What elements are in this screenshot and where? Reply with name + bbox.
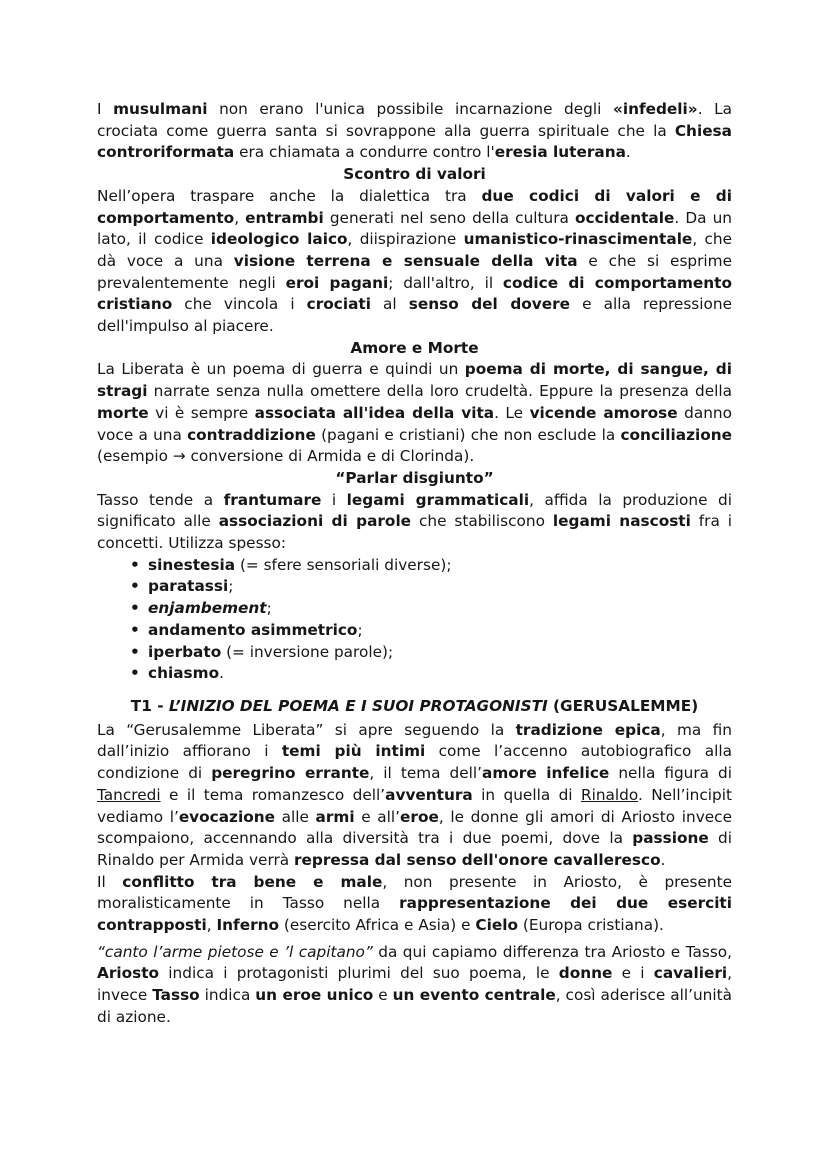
text-run: ; bbox=[266, 599, 272, 618]
text-run: da qui capiamo differenza tra Ariosto e Tasso, bbox=[372, 942, 733, 961]
bullet-icon: • bbox=[130, 642, 140, 661]
text-run: Tasso tende a bbox=[97, 490, 224, 509]
bold-term: temi più intimi bbox=[281, 742, 426, 761]
text-run: (esercito Africa e Asia) e bbox=[279, 916, 476, 935]
bold-term: iperbato bbox=[148, 642, 222, 661]
bold-term: Scontro di valori bbox=[343, 165, 486, 184]
bold-term: umanistico-rinascimentale bbox=[463, 230, 693, 249]
bold-term: cavalieri bbox=[653, 964, 728, 983]
paragraph-infedeli bbox=[97, 99, 732, 164]
bold-term: conciliazione bbox=[620, 425, 732, 444]
list-item bbox=[97, 576, 732, 598]
bold-term: andamento asimmetrico bbox=[148, 620, 358, 639]
underlined-term: Rinaldo bbox=[580, 785, 638, 804]
paragraph-scontro-di-valori bbox=[97, 186, 732, 338]
text-run: La Liberata è un poema di guerra e quindi un bbox=[97, 360, 465, 379]
text-run: , il tema dell’ bbox=[369, 764, 483, 783]
text-run: narrate senza nulla omettere della loro crudeltà. Eppure la presenza della bbox=[147, 382, 732, 401]
bold-term: avventura bbox=[385, 785, 473, 804]
bold-term: tradizione epica bbox=[515, 720, 661, 739]
bold-term: Tasso bbox=[152, 986, 200, 1005]
bold-term: paratassi bbox=[148, 577, 229, 596]
bold-term: un eroe unico bbox=[255, 986, 374, 1005]
bold-term: enjambement bbox=[148, 599, 267, 618]
text-run: , bbox=[206, 916, 217, 935]
bold-term: un evento centrale bbox=[392, 986, 556, 1005]
text-run: , non presente in Ariosto, è presente moralisticamente in Tasso nella bbox=[97, 872, 732, 913]
bold-term: ideologico laico bbox=[210, 230, 348, 249]
text-run: (pagani e cristiani) che non esclude la bbox=[315, 425, 621, 444]
bold-term: codice di comportamento cristiano bbox=[97, 273, 732, 314]
bold-term: entrambi bbox=[245, 208, 324, 227]
text-run: Il bbox=[97, 872, 123, 891]
text-run: ; bbox=[228, 577, 234, 596]
bold-term: peregrino errante bbox=[211, 764, 370, 783]
heading-t1-inizio-del-poema bbox=[97, 696, 732, 718]
text-run: . Da un lato, il codice bbox=[97, 208, 732, 249]
bullet-icon: • bbox=[130, 599, 140, 618]
text-run: che stabiliscono bbox=[411, 512, 553, 531]
bold-term: associata all'idea della vita bbox=[254, 403, 495, 422]
bold-term: occidentale bbox=[575, 208, 675, 227]
bold-term: donne bbox=[558, 964, 613, 983]
text-run: era chiamata a condurre contro l' bbox=[234, 143, 495, 162]
text-run: i bbox=[321, 490, 347, 509]
text-run: , così aderisce all’unità di azione. bbox=[97, 986, 733, 1026]
bold-term: armi bbox=[315, 807, 355, 826]
text-run: di Rinaldo per Armida verrà bbox=[97, 829, 733, 869]
text-run: . bbox=[660, 850, 666, 869]
text-run: non erano l'unica possibile incarnazione degli bbox=[207, 100, 613, 118]
bold-term: T1 - bbox=[130, 696, 169, 715]
text-run: , affida la produzione di significato alle bbox=[97, 490, 732, 531]
bold-term: eroi pagani bbox=[285, 273, 389, 292]
text-run: alle bbox=[274, 807, 316, 826]
bold-term: visione terrena e sensuale della vita bbox=[233, 251, 578, 270]
text-run: danno voce a una bbox=[97, 403, 732, 444]
text-run: , ma fin dall’inizio affiorano i bbox=[97, 720, 732, 761]
bullet-icon: • bbox=[130, 664, 140, 683]
bold-term: morte bbox=[97, 403, 149, 422]
text-run: e che si esprime prevalentemente negli bbox=[97, 251, 732, 292]
bullet-icon: • bbox=[130, 555, 140, 574]
bold-term: due codici di valori e di comportamento bbox=[97, 186, 732, 227]
bold-term: poema di morte, di sangue, di stragi bbox=[97, 360, 732, 401]
bold-term: Amore e Morte bbox=[350, 338, 479, 357]
text-run: “canto l’arme pietose e ’l capitano” bbox=[97, 942, 373, 961]
text-run: e i bbox=[612, 964, 654, 983]
bold-term: eroe bbox=[400, 807, 439, 826]
bold-term: rappresentazione dei due eserciti contrapposti bbox=[97, 894, 732, 935]
text-run: ; dall'altro, il bbox=[388, 273, 503, 292]
text-run: . Le bbox=[494, 403, 530, 422]
bullet-icon: • bbox=[130, 577, 140, 596]
heading-parlar-disgiunto bbox=[97, 468, 732, 490]
bold-term: amore infelice bbox=[482, 764, 610, 783]
text-run: La “Gerusalemme Liberata” si apre seguendo la bbox=[97, 720, 516, 739]
text-run: e alla repressione dell'impulso al piacere. bbox=[97, 295, 732, 336]
text-run: in quella di bbox=[472, 785, 581, 804]
bold-term: sinestesia bbox=[148, 555, 236, 574]
heading-scontro-di-valori bbox=[97, 164, 732, 186]
paragraph-canto-arme-pietose bbox=[97, 942, 732, 1029]
bold-term: legami grammaticali bbox=[346, 490, 530, 509]
text-run: e il tema romanzesco dell’ bbox=[160, 785, 386, 804]
bold-term: legami nascosti bbox=[552, 512, 691, 531]
bold-term: “Parlar disgiunto” bbox=[335, 468, 494, 487]
text-run: fra i concetti. Utilizza spesso: bbox=[97, 512, 732, 553]
bold-term: contraddizione bbox=[187, 425, 316, 444]
text-run: , bbox=[234, 208, 246, 227]
text-run: (= sfere sensoriali diverse); bbox=[235, 555, 452, 574]
bullet-icon: • bbox=[130, 620, 140, 639]
paragraph-amore-e-morte bbox=[97, 359, 732, 468]
text-run: I bbox=[97, 100, 114, 118]
list-item bbox=[97, 555, 732, 577]
bold-term: Chiesa controriformata bbox=[97, 121, 732, 162]
list-item bbox=[97, 642, 732, 664]
text-run: (esempio → conversione di Armida e di Clorinda). bbox=[97, 447, 475, 466]
paragraph-conflitto-bene-male bbox=[97, 872, 732, 937]
text-run: (GERUSALEMME) bbox=[547, 696, 699, 715]
bold-term: frantumare bbox=[223, 490, 322, 509]
text-run: nella figura di bbox=[609, 764, 733, 783]
bold-term: «infedeli» bbox=[612, 100, 698, 118]
bold-term: Ariosto bbox=[97, 964, 160, 983]
text-run: (Europa cristiana). bbox=[518, 916, 664, 935]
underlined-term: Tancredi bbox=[97, 785, 161, 804]
text-run: Nell’opera traspare anche la dialettica tra bbox=[97, 186, 482, 205]
text-run: indica bbox=[199, 986, 256, 1005]
text-run: . La crociata come guerra santa si sovrappone alla guerra spirituale che la bbox=[97, 100, 732, 140]
bold-term: eresia luterana bbox=[494, 143, 626, 162]
text-run: che vincola i bbox=[172, 295, 307, 314]
text-run: , che dà voce a una bbox=[97, 230, 732, 270]
text-run: , le donne gli amori di Ariosto invece scompaiono, accennando alla diversità tra i due poemi, dove la bbox=[97, 807, 732, 848]
bold-term: L’INIZIO DEL POEMA E I SUOI PROTAGONISTI bbox=[168, 696, 548, 715]
text-run: (= inversione parole); bbox=[221, 642, 394, 661]
bold-term: conflitto tra bene e male bbox=[122, 872, 383, 891]
bold-term: Cielo bbox=[475, 916, 519, 935]
bold-term: musulmani bbox=[113, 100, 208, 118]
bold-term: vicende amorose bbox=[529, 403, 678, 422]
text-run: generati nel seno della cultura bbox=[323, 208, 576, 227]
bold-term: Inferno bbox=[216, 916, 280, 935]
bold-term: evocazione bbox=[178, 807, 275, 826]
paragraph-parlar-disgiunto bbox=[97, 490, 732, 555]
text-run: al bbox=[370, 295, 409, 314]
list-item bbox=[97, 598, 732, 620]
text-run: e bbox=[373, 986, 393, 1005]
paragraph-t1-gerusalemme-liberata bbox=[97, 720, 732, 872]
bold-term: senso del dovere bbox=[408, 295, 571, 314]
text-run: . bbox=[625, 143, 631, 162]
text-run: indica i protagonisti plurimi del suo poema, le bbox=[159, 964, 559, 983]
bold-term: repressa dal senso dell'onore cavalleresco bbox=[294, 850, 661, 869]
text-run: , diispirazione bbox=[347, 230, 464, 249]
text-run: vi è sempre bbox=[148, 403, 255, 422]
document-content bbox=[97, 99, 732, 1029]
text-run: . bbox=[219, 664, 224, 683]
heading-amore-e-morte bbox=[97, 338, 732, 360]
text-run: . Nell’incipit vediamo l’ bbox=[97, 785, 732, 826]
bold-term: passione bbox=[632, 829, 709, 848]
figure-retoriche-list bbox=[97, 555, 732, 685]
text-run: ; bbox=[357, 620, 363, 639]
bold-term: crociati bbox=[306, 295, 371, 314]
list-item bbox=[97, 663, 732, 685]
bold-term: chiasmo bbox=[148, 664, 220, 683]
list-item bbox=[97, 620, 732, 642]
text-run: e all’ bbox=[354, 807, 401, 826]
bold-term: associazioni di parole bbox=[218, 512, 412, 531]
text-run: come l’accenno autobiografico alla condizione di bbox=[97, 742, 732, 783]
text-run: , invece bbox=[97, 964, 732, 1005]
